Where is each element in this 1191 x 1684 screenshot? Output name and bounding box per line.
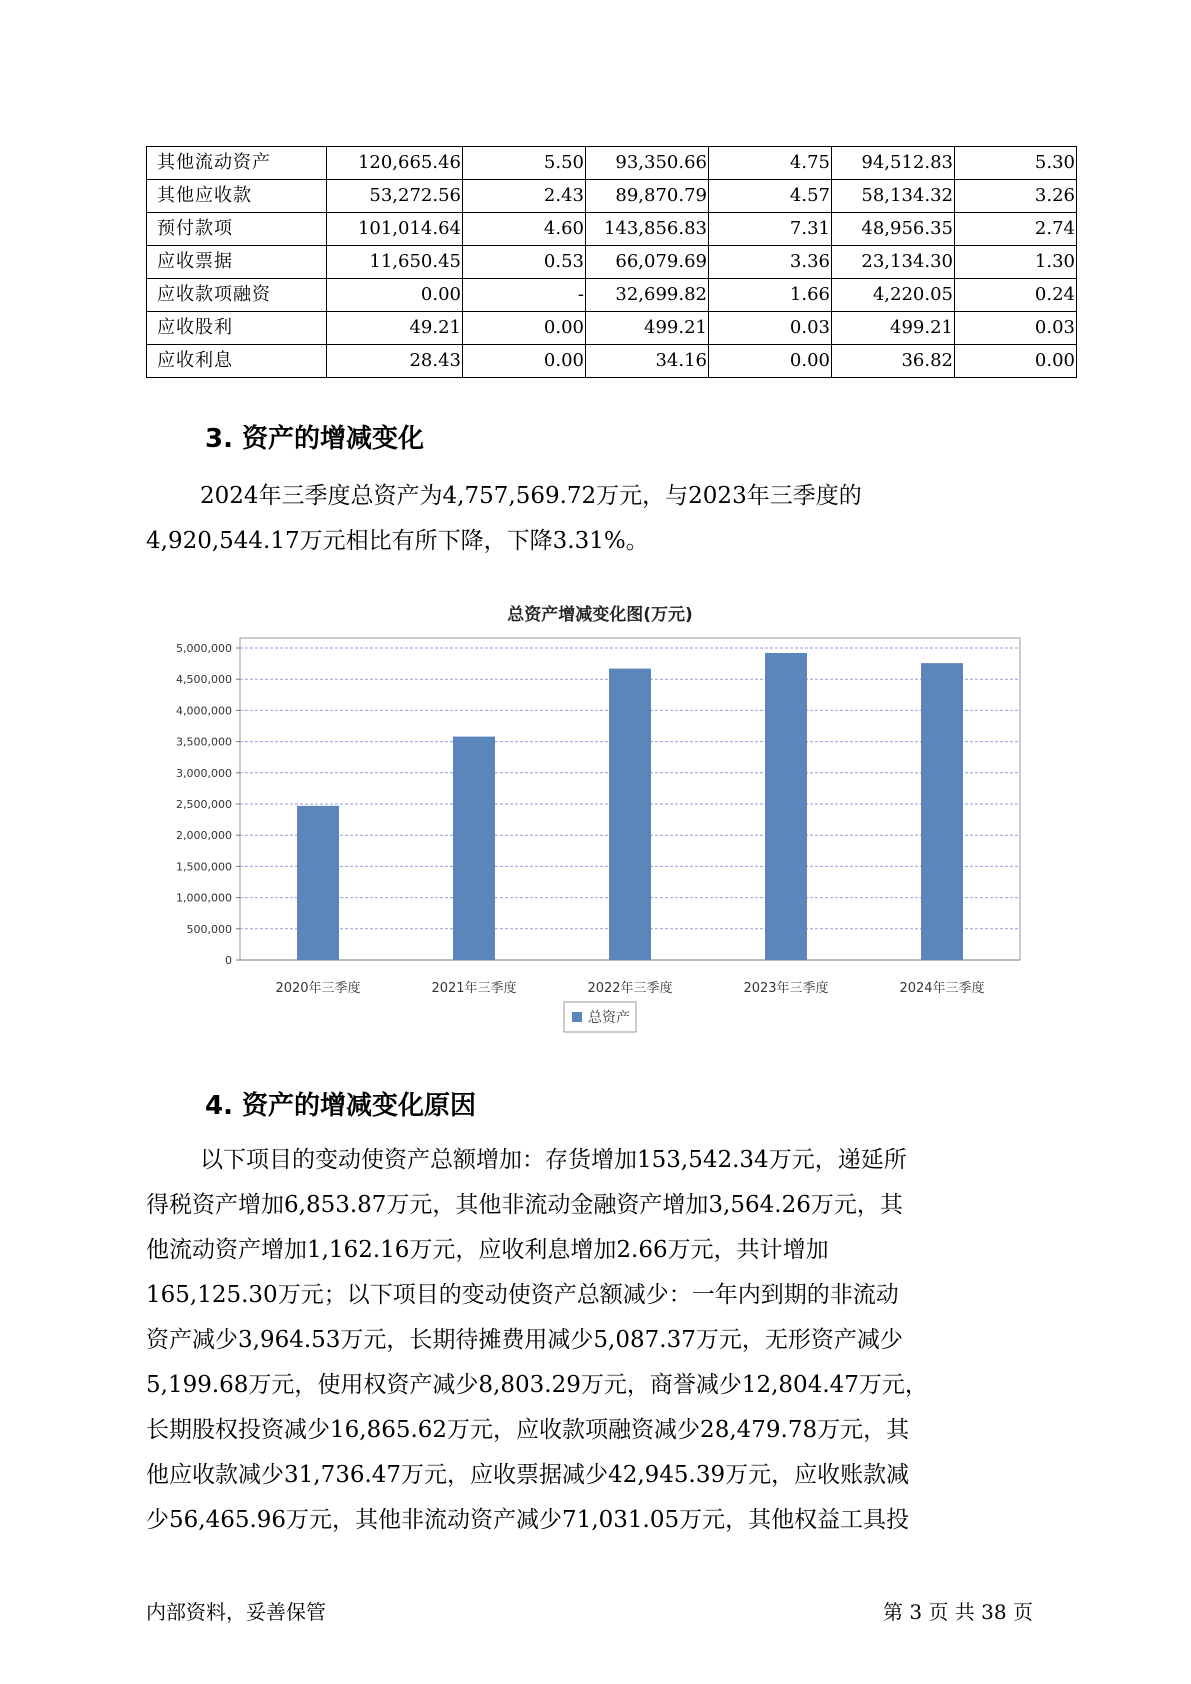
y-tick-label: 3,500,000 bbox=[176, 735, 232, 749]
table-cell: 49.21 bbox=[327, 312, 463, 345]
row-label: 预付款项 bbox=[147, 213, 327, 246]
row-label: 应收利息 bbox=[147, 345, 327, 378]
paragraph-line: 4,920,544.17万元相比有所下降，下降3.31%。 bbox=[146, 528, 649, 554]
table-cell: - bbox=[463, 279, 586, 312]
paragraph-line: 资产减少3,964.53万元，长期待摊费用减少5,087.37万元，无形资产减少 bbox=[146, 1327, 903, 1353]
table-cell: 0.00 bbox=[327, 279, 463, 312]
y-tick-label: 4,500,000 bbox=[176, 673, 232, 687]
table-cell: 5.50 bbox=[463, 147, 586, 180]
row-label: 应收款项融资 bbox=[147, 279, 327, 312]
row-label: 其他流动资产 bbox=[147, 147, 327, 180]
paragraph-line: 5,199.68万元，使用权资产减少8,803.29万元，商誉减少12,804.47万元， bbox=[146, 1372, 928, 1398]
x-tick-label: 2023年三季度 bbox=[743, 981, 829, 996]
paragraph-line: 少56,465.96万元，其他非流动资产减少71,031.05万元，其他权益工具投 bbox=[146, 1507, 910, 1533]
table-row bbox=[147, 180, 1077, 213]
table-row bbox=[147, 246, 1077, 279]
table-cell: 0.24 bbox=[955, 279, 1077, 312]
table-cell: 66,079.69 bbox=[586, 246, 709, 279]
table-cell: 93,350.66 bbox=[586, 147, 709, 180]
table-cell: 11,650.45 bbox=[327, 246, 463, 279]
table-cell: 0.53 bbox=[463, 246, 586, 279]
table-cell: 48,956.35 bbox=[832, 213, 955, 246]
chart-title: 总资产增减变化图(万元) bbox=[507, 605, 693, 625]
table-cell: 120,665.46 bbox=[327, 147, 463, 180]
table-cell: 4.57 bbox=[709, 180, 832, 213]
section3-heading: 3. 资产的增减变化 bbox=[205, 424, 425, 454]
table-cell: 101,014.64 bbox=[327, 213, 463, 246]
x-tick-label: 2022年三季度 bbox=[587, 981, 673, 996]
bar bbox=[453, 737, 495, 960]
y-tick-label: 2,000,000 bbox=[176, 829, 232, 843]
table-cell: 1.30 bbox=[955, 246, 1077, 279]
row-label: 应收票据 bbox=[147, 246, 327, 279]
table-cell: 94,512.83 bbox=[832, 147, 955, 180]
y-tick-label: 5,000,000 bbox=[176, 642, 232, 655]
table-cell: 0.00 bbox=[463, 312, 586, 345]
table-cell: 32,699.82 bbox=[586, 279, 709, 312]
table-cell: 143,856.83 bbox=[586, 213, 709, 246]
table-cell: 3.26 bbox=[955, 180, 1077, 213]
paragraph-line: 他流动资产增加1,162.16万元，应收利息增加2.66万元，共计增加 bbox=[146, 1237, 829, 1263]
asset-table bbox=[146, 146, 1077, 378]
table-cell: 28.43 bbox=[327, 345, 463, 378]
table-row bbox=[147, 279, 1077, 312]
x-tick-label: 2020年三季度 bbox=[275, 981, 361, 996]
table-cell: 2.74 bbox=[955, 213, 1077, 246]
x-tick-label: 2021年三季度 bbox=[431, 981, 517, 996]
total-assets-chart bbox=[170, 590, 1030, 1050]
table-row bbox=[147, 147, 1077, 180]
section4-heading: 4. 资产的增减变化原因 bbox=[205, 1091, 477, 1121]
table-cell: 499.21 bbox=[832, 312, 955, 345]
x-tick-label: 2024年三季度 bbox=[899, 981, 985, 996]
table-cell: 7.31 bbox=[709, 213, 832, 246]
table-row bbox=[147, 312, 1077, 345]
table-cell: 0.03 bbox=[709, 312, 832, 345]
table-cell: 4.75 bbox=[709, 147, 832, 180]
paragraph-line: 2024年三季度总资产为4,757,569.72万元，与2023年三季度的 bbox=[200, 483, 862, 509]
section4-paragraph bbox=[146, 1138, 1046, 1543]
row-label: 应收股利 bbox=[147, 312, 327, 345]
table-cell: 0.00 bbox=[463, 345, 586, 378]
bar bbox=[297, 806, 339, 960]
bar bbox=[765, 653, 807, 960]
row-label: 其他应收款 bbox=[147, 180, 327, 213]
paragraph-line: 长期股权投资减少16,865.62万元，应收款项融资减少28,479.78万元，其 bbox=[146, 1417, 910, 1443]
y-tick-label: 1,000,000 bbox=[176, 891, 232, 905]
y-tick-label: 2,500,000 bbox=[176, 798, 232, 811]
table-cell: 4.60 bbox=[463, 213, 586, 246]
table-cell: 89,870.79 bbox=[586, 180, 709, 213]
table-cell: 58,134.32 bbox=[832, 180, 955, 213]
paragraph-line: 得税资产增加6,853.87万元，其他非流动金融资产增加3,564.26万元，其 bbox=[146, 1192, 903, 1218]
table-cell: 0.03 bbox=[955, 312, 1077, 345]
table-cell: 2.43 bbox=[463, 180, 586, 213]
table-row bbox=[147, 213, 1077, 246]
legend-swatch bbox=[572, 1012, 582, 1022]
page-number: 第 3 页 共 38 页 bbox=[883, 1600, 1033, 1624]
table-cell: 3.36 bbox=[709, 246, 832, 279]
table-row bbox=[147, 345, 1077, 378]
table-cell: 53,272.56 bbox=[327, 180, 463, 213]
table-cell: 34.16 bbox=[586, 345, 709, 378]
legend-label: 总资产 bbox=[588, 1010, 630, 1026]
table-cell: 23,134.30 bbox=[832, 246, 955, 279]
table-cell: 0.00 bbox=[709, 345, 832, 378]
y-tick-label: 1,500,000 bbox=[176, 860, 232, 874]
y-tick-label: 500,000 bbox=[186, 922, 232, 936]
bar bbox=[921, 663, 963, 960]
y-tick-label: 0 bbox=[225, 954, 232, 967]
section3-paragraph bbox=[146, 474, 1046, 564]
paragraph-line: 他应收款减少31,736.47万元，应收票据减少42,945.39万元，应收账款减 bbox=[146, 1462, 910, 1488]
table-cell: 1.66 bbox=[709, 279, 832, 312]
table-cell: 499.21 bbox=[586, 312, 709, 345]
chart-svg bbox=[170, 590, 1030, 1050]
paragraph-line: 165,125.30万元；以下项目的变动使资产总额减少：一年内到期的非流动 bbox=[146, 1282, 899, 1308]
footer-left: 内部资料，妥善保管 bbox=[146, 1600, 326, 1624]
table-cell: 36.82 bbox=[832, 345, 955, 378]
table-cell: 4,220.05 bbox=[832, 279, 955, 312]
y-tick-label: 3,000,000 bbox=[176, 766, 232, 780]
table-cell: 5.30 bbox=[955, 147, 1077, 180]
paragraph-line: 以下项目的变动使资产总额增加：存货增加153,542.34万元，递延所 bbox=[200, 1147, 907, 1173]
bar bbox=[609, 669, 651, 960]
y-tick-label: 4,000,000 bbox=[176, 704, 232, 718]
table-cell: 0.00 bbox=[955, 345, 1077, 378]
